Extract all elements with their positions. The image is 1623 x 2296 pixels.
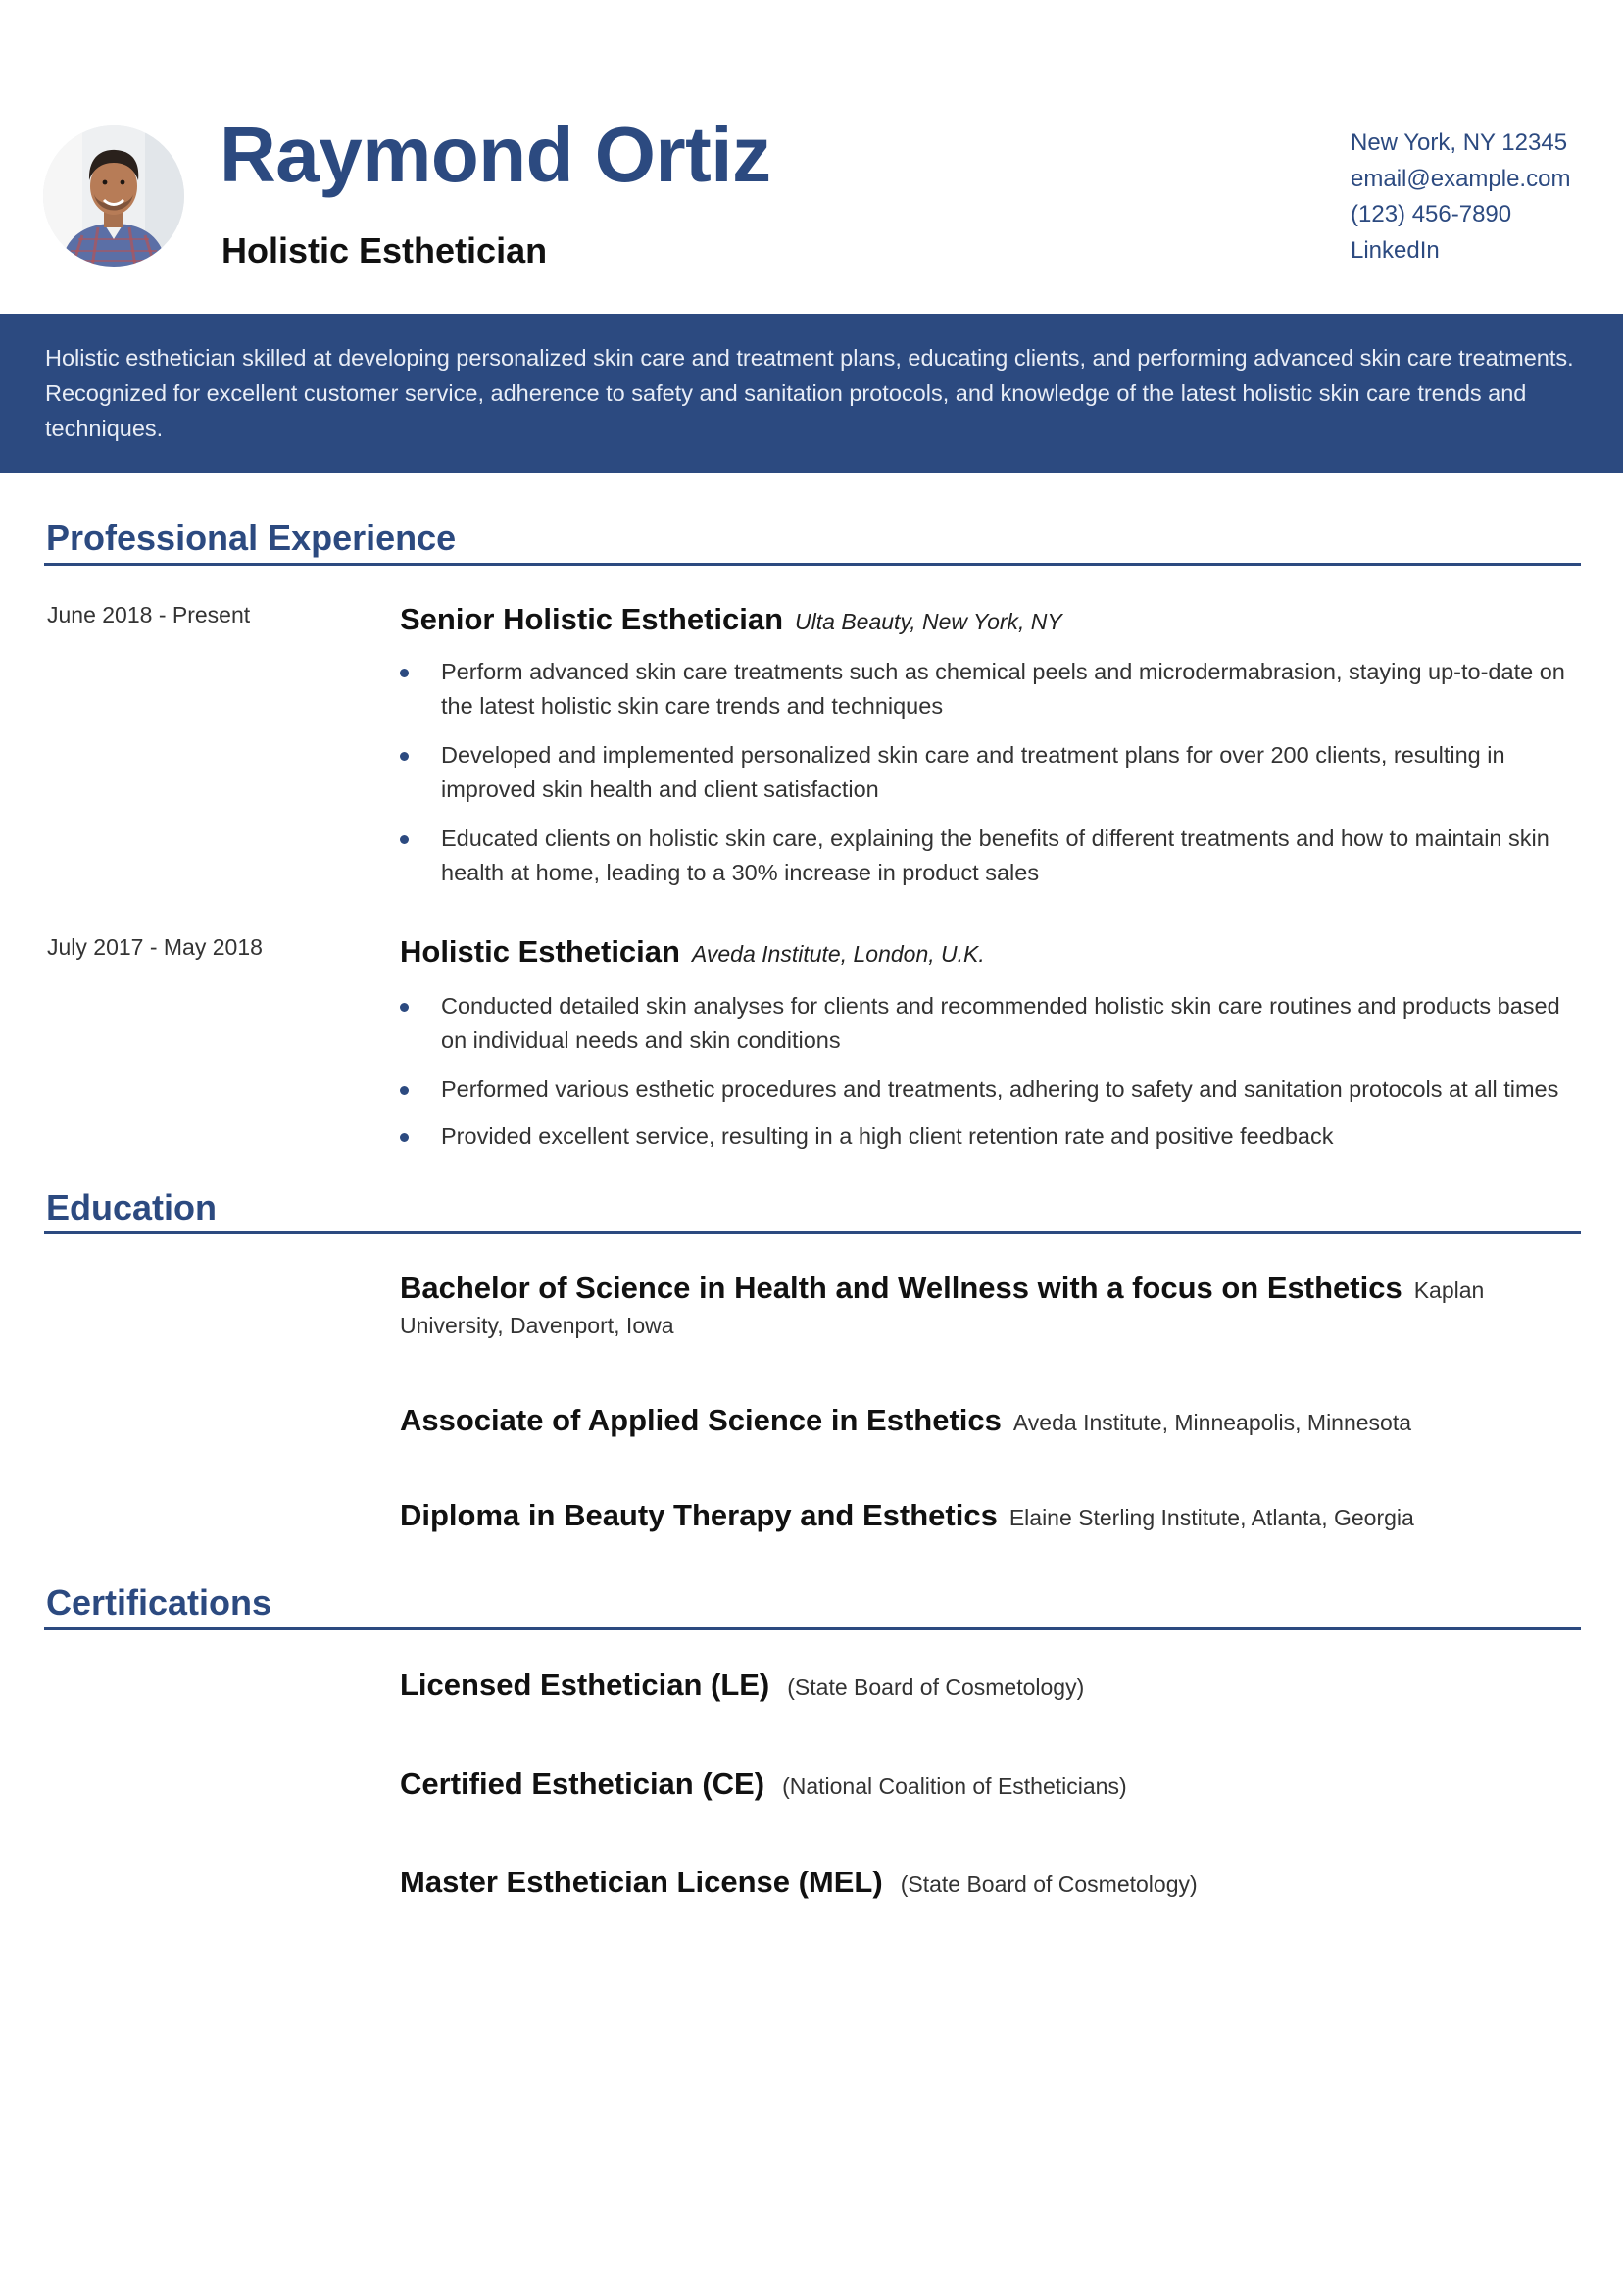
bullet-dot-icon <box>400 1086 409 1095</box>
summary-band <box>0 314 1623 473</box>
job-bullets <box>400 989 1566 1154</box>
degree-name: Associate of Applied Science in Esthetics <box>400 1403 1002 1437</box>
degree-name: Bachelor of Science in Health and Wellness with a focus on Esthetics <box>400 1271 1402 1305</box>
school-name: Aveda Institute, Minneapolis, Minnesota <box>1012 1410 1412 1435</box>
section-title-certifications: Certifications <box>46 1582 272 1622</box>
profile-photo-icon <box>43 125 184 267</box>
list-item: Performed various esthetic procedures and treatments, adhering to safety and sanitation protocols at all times <box>400 1073 1566 1107</box>
contact-location: New York, NY 12345 <box>1351 129 1568 156</box>
section-divider <box>44 1627 1581 1630</box>
list-item: Educated clients on holistic skin care, explaining the benefits of different treatments and how to maintain skin health at home, leading to a 30% increase in product sales <box>400 822 1566 890</box>
bullet-dot-icon <box>400 1133 409 1142</box>
school-name: University, Davenport, Iowa <box>400 1313 674 1338</box>
certification-issuer: (State Board of Cosmetology) <box>900 1872 1198 1897</box>
section-title-experience: Professional Experience <box>46 518 457 558</box>
job-company: Aveda Institute, London, U.K. <box>691 941 985 967</box>
job-dates: June 2018 - Present <box>47 602 251 627</box>
candidate-title: Holistic Esthetician <box>221 230 548 271</box>
summary-text: Holistic esthetician skilled at developing personalized skin care and treatment plans, educating clients, and performing advanced skin care treatments. Recognized for excellent customer service, adherence to safety and sanitation protocols, and knowledge of the latest holistic skin care trends and techniques. <box>45 345 1574 441</box>
certification-item <box>400 1867 1198 1897</box>
job-bullets <box>400 655 1566 890</box>
certification-item <box>400 1670 1084 1700</box>
contact-phone[interactable]: (123) 456-7890 <box>1351 201 1512 227</box>
bullet-dot-icon <box>400 669 409 677</box>
bullet-dot-icon <box>400 1003 409 1012</box>
list-item: Provided excellent service, resulting in a high client retention rate and positive feedback <box>400 1120 1566 1154</box>
certification-name: Licensed Esthetician (LE) <box>400 1668 770 1702</box>
bullet-dot-icon <box>400 835 409 844</box>
avatar <box>43 125 184 267</box>
contact-linkedin[interactable]: LinkedIn <box>1351 236 1440 264</box>
job-company: Ulta Beauty, New York, NY <box>795 609 1062 634</box>
bullet-dot-icon <box>400 752 409 761</box>
list-item: Developed and implemented personalized skin care and treatment plans for over 200 clients, resulting in improved skin health and client satisfaction <box>400 738 1566 807</box>
certification-issuer: (National Coalition of Estheticians) <box>782 1773 1127 1799</box>
contact-email[interactable]: email@example.com <box>1351 165 1571 192</box>
certification-issuer: (State Board of Cosmetology) <box>787 1674 1085 1700</box>
job-role: Senior Holistic Esthetician <box>400 602 784 636</box>
job-header <box>400 604 1062 634</box>
certification-item <box>400 1769 1127 1799</box>
list-item: Perform advanced skin care treatments such as chemical peels and microdermabrasion, staying up-to-date on the latest holistic skin care trends and techniques <box>400 655 1566 724</box>
contact-info <box>1351 125 1570 269</box>
section-title-education: Education <box>46 1187 218 1227</box>
education-item <box>400 1405 1576 1435</box>
job-dates: July 2017 - May 2018 <box>47 934 263 960</box>
section-divider <box>44 1231 1581 1234</box>
job-header <box>400 936 985 967</box>
section-divider <box>44 563 1581 566</box>
school-name: Kaplan <box>1413 1277 1485 1303</box>
job-role: Holistic Esthetician <box>400 934 680 969</box>
school-name: Elaine Sterling Institute, Atlanta, Georgia <box>1008 1505 1414 1530</box>
candidate-name: Raymond Ortiz <box>220 111 771 198</box>
education-item <box>400 1273 1576 1337</box>
certification-name: Certified Esthetician (CE) <box>400 1767 765 1801</box>
education-item <box>400 1500 1576 1530</box>
list-item: Conducted detailed skin analyses for clients and recommended holistic skin care routines and products based on individual needs and skin conditions <box>400 989 1566 1058</box>
degree-name: Diploma in Beauty Therapy and Esthetics <box>400 1498 998 1532</box>
certification-name: Master Esthetician License (MEL) <box>400 1865 883 1899</box>
